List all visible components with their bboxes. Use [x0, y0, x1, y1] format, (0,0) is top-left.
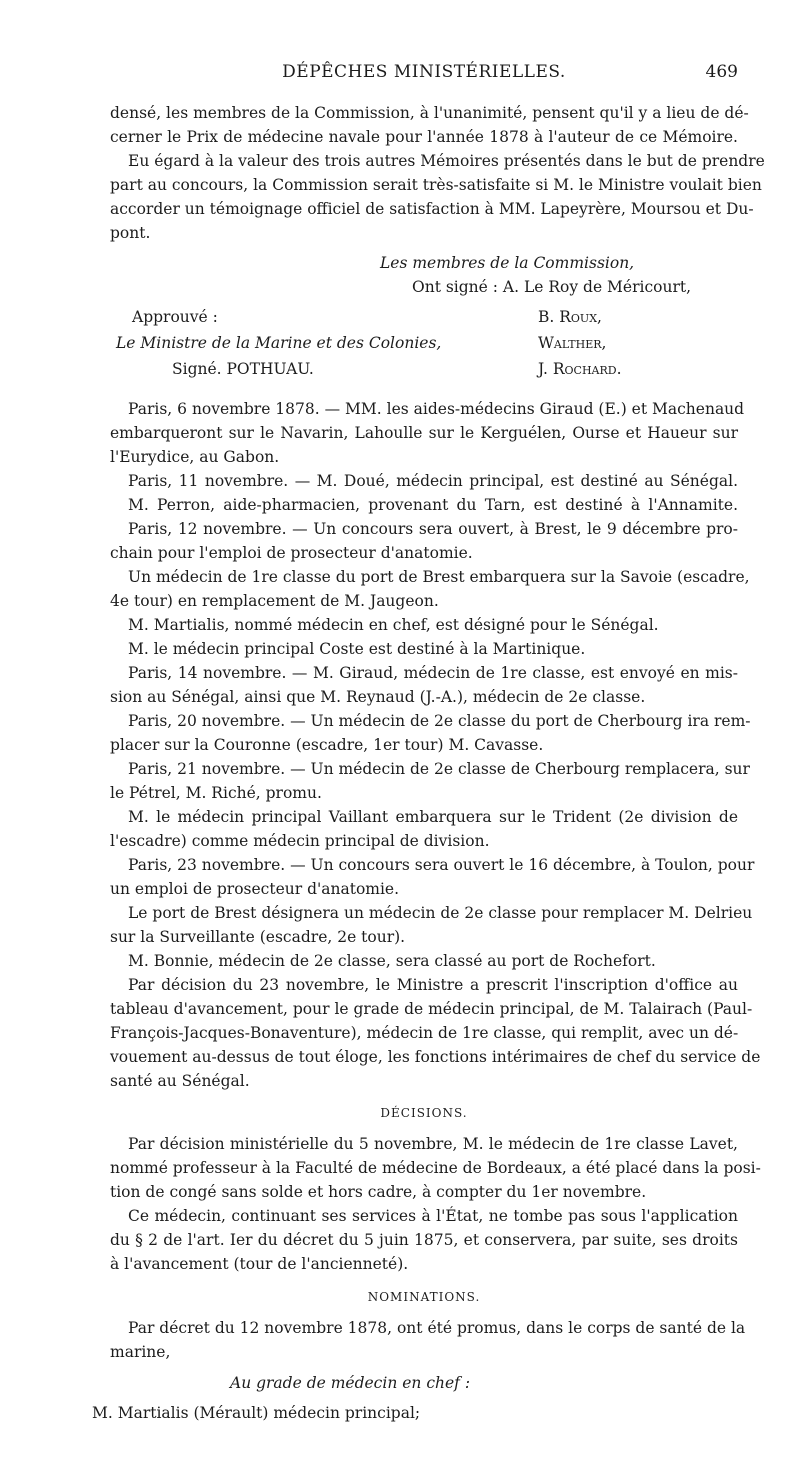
text-line: densé, les membres de la Commission, à l'unanimité, pensent qu'il y a lieu de dé- — [110, 104, 749, 122]
text-line: Par décision ministérielle du 5 novembre, M. le médecin de 1re classe Lavet, — [128, 1135, 738, 1153]
text-line: François-Jacques-Bonaventure), médecin de 1re classe, qui remplit, avec un dé- — [110, 1024, 739, 1042]
text-line: M. Martialis (Mérault) médecin principal; — [92, 1404, 421, 1422]
text-line: M. Bonnie, médecin de 2e classe, sera classé au port de Rochefort. — [128, 952, 656, 970]
grade-heading: Au grade de médecin en chef : — [230, 1374, 471, 1392]
text-line: Paris, 20 novembre. — Un médecin de 2e classe du port de Cherbourg ira rem- — [128, 712, 751, 730]
text-line: un emploi de prosecteur d'anatomie. — [110, 880, 400, 898]
text-line: tion de congé sans solde et hors cadre, à compter du 1er novembre. — [110, 1183, 647, 1201]
text-line: Par décision du 23 novembre, le Ministre a prescrit l'inscription d'office au — [128, 976, 738, 994]
signatory-line: Ont signé : A. Le Roy de Méricourt, — [412, 278, 692, 296]
text-line: sur la Surveillante (escadre, 2e tour). — [110, 928, 406, 946]
text-line: marine, — [110, 1343, 171, 1361]
minister-title: Le Ministre de la Marine et des Colonies, — [116, 334, 442, 352]
text-line: cerner le Prix de médecine navale pour l'année 1878 à l'auteur de ce Mémoire. — [110, 128, 738, 146]
section-heading-decisions: DÉCISIONS. — [380, 1106, 468, 1120]
text-line: Paris, 14 novembre. — M. Giraud, médecin de 1re classe, est envoyé en mis- — [128, 664, 738, 682]
text-line: Paris, 21 novembre. — Un médecin de 2e classe de Cherbourg remplacera, sur — [128, 760, 750, 778]
text-line: vouement au-dessus de tout éloge, les fonctions intérimaires de chef du service de — [110, 1048, 761, 1066]
text-line: 4e tour) en remplacement de M. Jaugeon. — [110, 592, 439, 610]
text-line: M. Martialis, nommé médecin en chef, est désigné pour le Sénégal. — [128, 616, 659, 634]
text-line: part au concours, la Commission serait très-satisfaite si M. le Ministre voulait bien — [110, 176, 762, 194]
text-line: Paris, 23 novembre. — Un concours sera ouvert le 16 décembre, à Toulon, pour — [128, 856, 755, 874]
text-line: M. Perron, aide-pharmacien, provenant du Tarn, est destiné à l'Annamite. — [128, 496, 738, 514]
text-line: Paris, 6 novembre 1878. — MM. les aides-médecins Giraud (E.) et Machenaud — [128, 400, 745, 418]
text-line: Paris, 11 novembre. — M. Doué, médecin principal, est destiné au Sénégal. — [128, 472, 738, 490]
commission-signature: Les membres de la Commission, — [380, 254, 635, 272]
signatory-name: Walther, — [538, 334, 607, 352]
text-line: embarqueront sur le Navarin, Lahoulle sur le Kerguélen, Ourse et Haueur sur — [110, 424, 738, 442]
text-line: sion au Sénégal, ainsi que M. Reynaud (J.-A.), médecin de 2e classe. — [110, 688, 646, 706]
text-line: le Pétrel, M. Riché, promu. — [110, 784, 322, 802]
page-number: 469 — [705, 62, 738, 82]
text-line: à l'avancement (tour de l'ancienneté). — [110, 1255, 409, 1273]
text-line: Le port de Brest désignera un médecin de 2e classe pour remplacer M. Delrieu — [128, 904, 753, 922]
text-line: Paris, 12 novembre. — Un concours sera ouvert, à Brest, le 9 décembre pro- — [128, 520, 738, 538]
text-line: l'escadre) comme médecin principal de division. — [110, 832, 490, 850]
text-line: tableau d'avancement, pour le grade de médecin principal, de M. Talairach (Paul- — [110, 1000, 753, 1018]
text-line: placer sur la Couronne (escadre, 1er tour) M. Cavasse. — [110, 736, 544, 754]
text-line: M. le médecin principal Vaillant embarquera sur le Trident (2e division de — [128, 808, 738, 826]
text-line: Eu égard à la valeur des trois autres Mémoires présentés dans le but de prendre — [128, 152, 765, 170]
text-line: l'Eurydice, au Gabon. — [110, 448, 280, 466]
text-line: pont. — [110, 224, 151, 242]
text-line: nommé professeur à la Faculté de médecine de Bordeaux, a été placé dans la posi- — [110, 1159, 761, 1177]
text-line: accorder un témoignage officiel de satisfaction à MM. Lapeyrère, Moursou et Du- — [110, 200, 754, 218]
signatory-name: B. Roux, — [538, 308, 602, 326]
text-line: Par décret du 12 novembre 1878, ont été promus, dans le corps de santé de la — [128, 1319, 746, 1337]
text-line: chain pour l'emploi de prosecteur d'anatomie. — [110, 544, 473, 562]
text-line: M. le médecin principal Coste est destiné à la Martinique. — [128, 640, 586, 658]
page-header — [110, 62, 738, 88]
approval-label: Approuvé : — [132, 308, 218, 326]
section-heading-nominations: NOMINATIONS. — [367, 1290, 481, 1304]
text-line: Ce médecin, continuant ses services à l'État, ne tombe pas sous l'application — [128, 1207, 738, 1225]
text-line: santé au Sénégal. — [110, 1072, 250, 1090]
text-line: du § 2 de l'art. Ier du décret du 5 juin 1875, et conservera, par suite, ses droits — [110, 1231, 738, 1249]
running-title: DÉPÊCHES MINISTÉRIELLES. — [282, 62, 566, 82]
minister-signature: Signé. POTHUAU. — [172, 360, 314, 378]
signatory-name: J. Rochard. — [538, 360, 622, 378]
text-line: Un médecin de 1re classe du port de Brest embarquera sur la Savoie (escadre, — [128, 568, 750, 586]
